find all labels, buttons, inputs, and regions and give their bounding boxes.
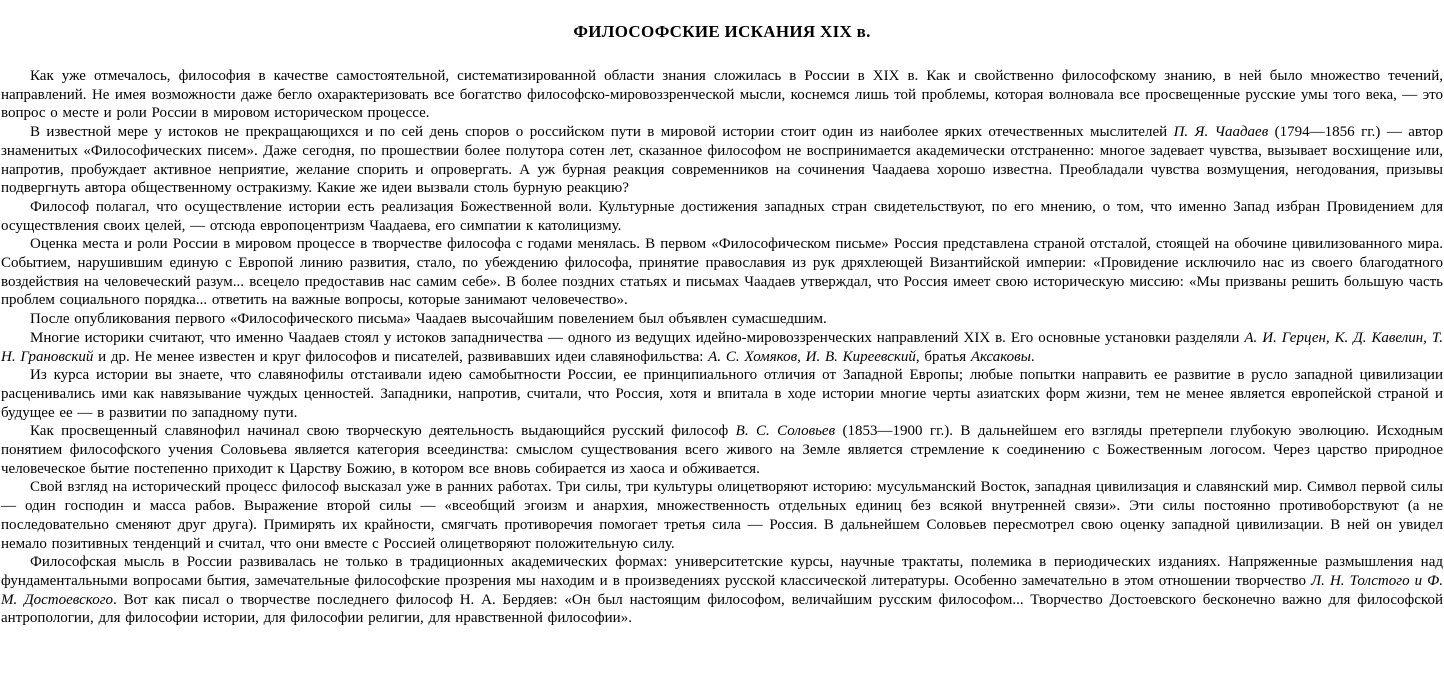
text-run: Из курса истории вы знаете, что славянофилы отстаивали идею самобытности России, ее принципиального отличия от Западной Европы; любые попытки направить ее развитие в русло западной цивилизации расценивались ими как навязывание чуждых ценностей. Западники, напротив, считали, что Россия, хотя и впитала в ходе истории многие черты азиатских форм жизни, тем не менее является европейской страной и будущее ее — в развитии по западному пути. (1, 367, 1443, 421)
text-run: . (1030, 348, 1035, 365)
text-run: Философ полагал, что осуществление истории есть реализация Божественной воли. Культурные достижения западных стран свидетельствуют, по его мнению, о том, что именно Запад избран Провидением для осуществления своих целей, — отсюда европоцентризм Чаадаева, его симпатии к католицизму. (1, 198, 1443, 234)
text-run: и др. Не менее известен и круг философов и писателей, развивавших идеи славянофильства: (93, 348, 709, 365)
paragraph (1, 329, 1443, 366)
paragraph (1, 67, 1443, 123)
italic-text-run: Л. Н. Толстого и Ф. М. Достоевского (1, 572, 1443, 608)
text-run: Свой взгляд на исторический процесс философ высказал уже в ранних работах. Три силы, три культуры олицетворяют историю: мусульманский Восток, западная цивилизация и славянский мир. Символ первой силы — один господин и масса рабов. Выражение второй силы — «всеобщий эгоизм и анархия, множественность отдельных единиц без всякой внутренней связи». Эти силы постоянно противоборствуют (а не последовательно сменяют друг друга). Примирять их крайности, смягчать противоречия помогает третья сила — Россия. В дальнейшем Соловьев пересмотрел свою оценку западной цивилизации. В ней он увидел немало позитивных тенденций и считал, что они вместе с Россией олицетворяют положительную силу. (1, 479, 1443, 552)
paragraph (1, 310, 1443, 329)
text-run: Как просвещенный славянофил начинал свою творческую деятельность выдающийся русский философ (30, 423, 736, 440)
text-run: (1794—1856 гг.) — автор знаменитых «Философических писем». Даже сегодня, по прошествии более полутора сотен лет, сказанное философом не воспринимается академически отстраненно: многое задевает чувства, вызывает восхищение или, напротив, пробуждает активное неприятие, желание спорить и опровергать. А уж бурная реакция современников на сочинения Чаадаева хорошо известна. Преобладали чувства возмущения, негодования, призывы подвергнуть автора общественному остракизму. Какие же идеи вызвали столь бурную реакцию? (1, 124, 1444, 197)
paragraph (1, 123, 1443, 198)
document-page (0, 22, 1444, 628)
italic-text-run: Аксаковы (970, 348, 1031, 365)
text-run: Многие историки считают, что именно Чаадаев стоял у истоков западничества — одного из ведущих идейно-мировоззренческих направлений XIX в. Его основные установки разделяли (30, 329, 1245, 346)
text-run: (1853—1900 гг.). В дальнейшем его взгляды претерпели глубокую эволюцию. Исходным понятием философского учения Соловьева является категория всеединства: смыслом существования всего живого на Земле является стремление к соединению с Божественным логосом. Через царство природное человеческое бытие постепенно приходит к Царству Божию, в котором все вновь собирается из хаоса и обживается. (1, 423, 1443, 477)
text-run: В известной мере у истоков не прекращающихся и по сей день споров о российском пути в мировой истории стоит один из наиболее ярких отечественных мыслителей (30, 124, 1174, 141)
page-title: ФИЛОСОФСКИЕ ИСКАНИЯ XIX в. (573, 22, 871, 41)
paragraph (1, 366, 1443, 422)
text-run: Философская мысль в России развивалась не только в традиционных академических формах: университетские курсы, научные трактаты, полемика в периодических изданиях. Напряженные размышления над фундаментальными вопросами бытия, замечательные философские прозрения мы находим и в произведениях русской классической литературы. Особенно замечательно в этом отношении творчество (1, 554, 1443, 589)
paragraph (1, 422, 1443, 478)
text-run: . Вот как писал о творчестве последнего философ Н. А. Бердяев: «Он был настоящим философом, величайшим русским философом... Творчество Достоевского бесконечно важно для философской антропологии, для философии истории, для философии религии, для нравственной философии». (1, 591, 1443, 627)
text-run: После опубликования первого «Философического письма» Чаадаев высочайшим повелением был объявлен сумасшедшим. (30, 311, 827, 328)
paragraph (1, 235, 1443, 310)
text-run: Как уже отмечалось, философия в качестве самостоятельной, систематизированной области знания сложилась в России в XIX в. Как и свойственно философскому знанию, в ней было множество течений, направлений. Не имея возможности даже бегло охарактеризовать все богатство философско-мировоззренческой мысли, коснемся лишь той проблемы, которая волновала все просвещенные русские умы того века, — это вопрос о месте и роли России в мировом историческом процессе. (1, 68, 1443, 122)
paragraph (1, 478, 1443, 553)
italic-text-run: А. И. Герцен, К. Д. Кавелин, Т. Н. Грановский (1, 329, 1444, 365)
paragraph (1, 553, 1443, 628)
text-run: братья (919, 348, 971, 365)
italic-text-run: А. С. Хомяков, И. В. Киреевский, (708, 348, 920, 365)
italic-text-run: П. Я. Чаадаев (1173, 124, 1269, 141)
paragraph (1, 198, 1443, 235)
text-run: Оценка места и роли России в мировом процессе в творчестве философа с годами менялась. В первом «Философическом письме» Россия представлена страной отсталой, стоящей на обочине цивилизованного мира. Событием, нарушившим единую с Европой линию развития, стало, по убеждению философа, принятие православия из рук дряхлеющей Византийской империи: «Провидение исключило нас из своего благодатного воздействия на человеческий разум... всецело предоставив нас самим себе». В более поздних статьях и письмах Чаадаев утверждал, что Россия имеет свою историческую миссию: «Мы призваны решить большую часть проблем социального порядка... ответить на важные вопросы, которые занимают человечество». (1, 236, 1443, 309)
italic-text-run: В. С. Соловьев (735, 423, 836, 440)
document-body (1, 67, 1443, 628)
